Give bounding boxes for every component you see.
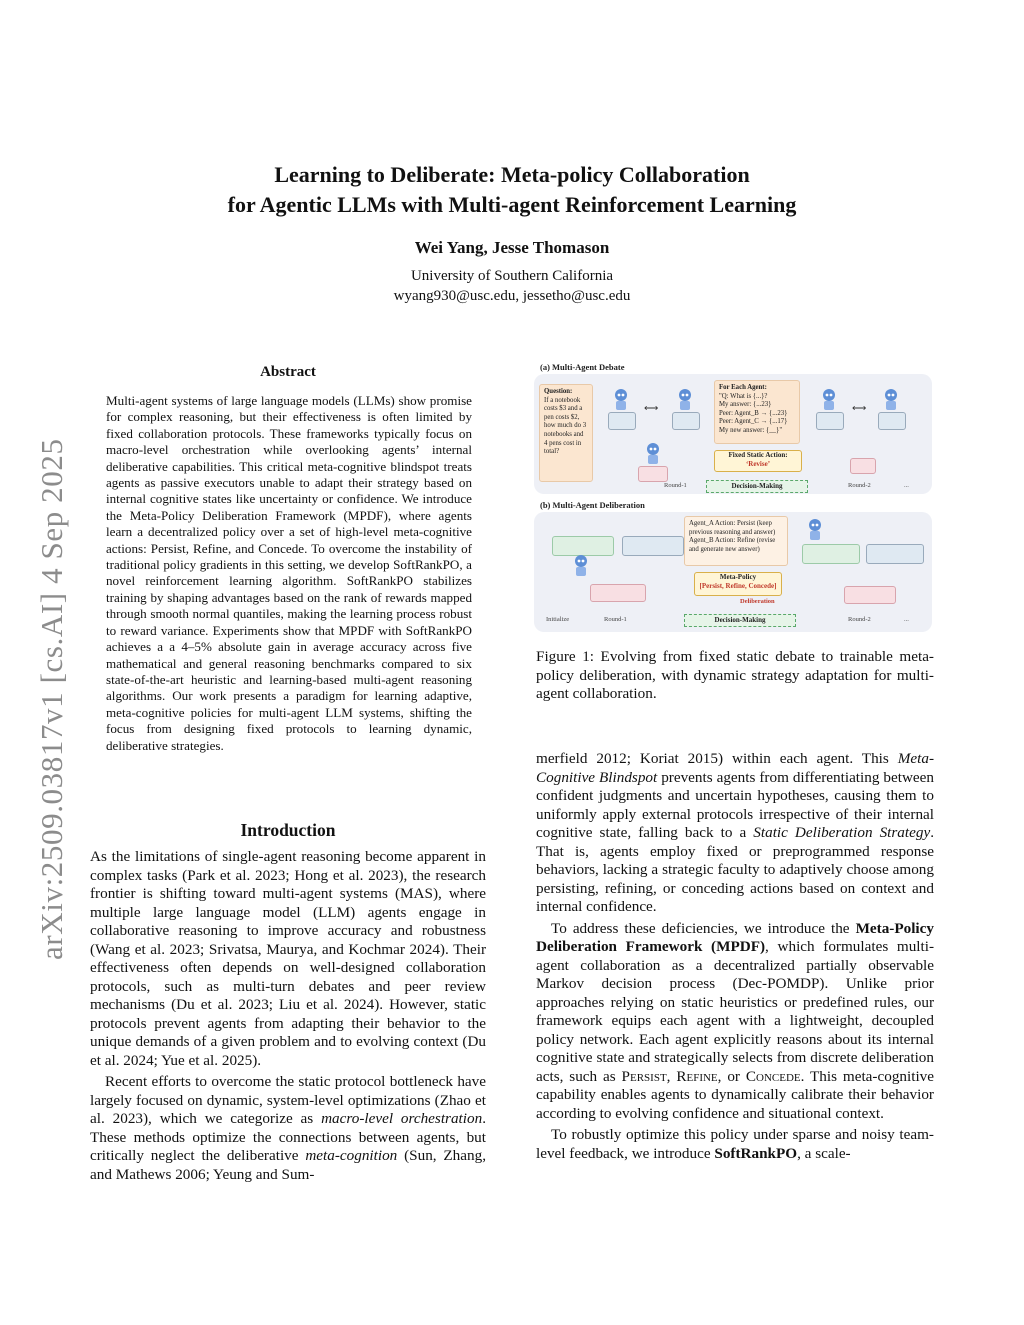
agent-card: [802, 544, 860, 564]
initialize-label: Initialize: [546, 616, 570, 623]
right-column-body: [536, 750, 934, 1163]
paper-title: [140, 160, 884, 220]
intro-paragraph-1: As the limitations of single-agent reasoning become apparent in complex tasks (Park et al. 2023; Hong et al. 2023), the research frontier is shifting toward multi-agent systems (MAS), where multiple large language model (LLM) agents engage in collaborative reasoning to improve accuracy and robustness (Wang et al. 2023; Srivatsa, Maurya, and Kochmar 2024). Their effectiveness often depends on well-designed collaboration protocols, such as multi-turn debates and peer review mechanisms (Du et al. 2023; Liu et al. 2024). However, static protocols prevent agents from adapting their behavior to the unique demands of a given problem and to evolving context (Du et al. 2024; Yue et al. 2025).: [90, 848, 486, 1069]
right-paragraph-2: To address these deficiencies, we introduce the Meta-Policy Deliberation Framework (MPDF), which formulates multi-agent collaboration as a decentralized partially observable Markov decision process (Dec-POMDP). Unlike prior approaches relying on static heuristics or predefined rules, our framework equips each agent with a lightweight, decoupled policy network. Each agent explicitly reasons about its internal cognitive state and strategically selects from discrete deliberation acts, such as Persist, Refine, or Concede. This meta-cognitive capability enables agents to dynamically calibrate their behavior according to evolving confidence and situational context.: [536, 919, 935, 1122]
agent-card: [672, 412, 700, 430]
introduction-heading: Introduction: [240, 820, 336, 840]
figure-panel-b-label: (b) Multi-Agent Deliberation: [540, 500, 645, 510]
decision-making-label: Decision-Making: [706, 480, 808, 493]
right-paragraph-3: To robustly optimize this policy under sparse and noisy team-level feedback, we introduce SoftRankPO, a scale-: [536, 1126, 934, 1162]
robot-agent-icon: [882, 388, 900, 412]
robot-agent-icon: [644, 442, 662, 466]
figure-1-caption: Figure 1: Evolving from fixed static debate to trainable meta-policy deliberation, with dynamic strategy adaptation for multi-agent collaboration.: [536, 648, 934, 702]
round-1-label: Round-1: [664, 482, 687, 489]
robot-agent-icon: [806, 518, 824, 542]
affiliation-block: [140, 266, 884, 306]
robot-agent-icon: [820, 388, 838, 412]
agent-card: [866, 544, 924, 564]
round-2-label-b: Round-2: [848, 616, 871, 623]
arxiv-identifier: arXiv:2509.03817v1 [cs.AI] 4 Sep 2025: [34, 438, 69, 960]
deliberation-label: Deliberation: [740, 598, 775, 605]
emails: wyang930@usc.edu, jessetho@usc.edu: [393, 288, 631, 304]
title-line-2: for Agentic LLMs with Multi-agent Reinforcement Learning: [227, 192, 797, 217]
authors: Wei Yang, Jesse Thomason: [414, 238, 610, 257]
introduction-body: [90, 848, 486, 1184]
agent-card: [638, 466, 668, 482]
agent-card: [622, 536, 684, 556]
meta-policy-box: Meta-Policy [Persist, Refine, Concede]: [694, 572, 782, 596]
bidirectional-arrow-icon: ⟷: [852, 403, 867, 414]
fixed-static-action-box: Fixed Static Action: ‘Revise’: [714, 450, 802, 472]
agent-card: [608, 412, 636, 430]
title-line-1: Learning to Deliberate: Meta-policy Collaboration: [274, 162, 750, 187]
round-2-label: Round-2: [848, 482, 871, 489]
agent-card: [844, 586, 896, 604]
robot-agent-icon: [572, 554, 590, 578]
figure-1: [534, 358, 934, 638]
agent-card: [850, 458, 876, 474]
agent-card: [590, 584, 646, 602]
robot-agent-icon: [612, 388, 630, 412]
agent-card: [878, 412, 906, 430]
ellipsis: ...: [904, 482, 909, 489]
round-1-label-b: Round-1: [604, 616, 627, 623]
abstract-heading: Abstract: [260, 364, 316, 380]
affiliation: University of Southern California: [410, 268, 614, 284]
ellipsis-b: ...: [904, 616, 909, 623]
robot-agent-icon: [676, 388, 694, 412]
abstract-body: Multi-agent systems of large language models (LLMs) show promise for complex reasoning, but their effectiveness is often limited by fixed collaboration protocols. These frameworks typically focus on macro-level orchestration while overlooking agents’ internal deliberative capabilities. This critical meta-cognitive blindspot treats agents as passive executors unable to adapt their strategy based on internal cognitive states like uncertainty or confidence. We introduce the Meta-Policy Deliberation Framework (MPDF), where agents learn a decentralized policy over a set of high-level meta-cognitive actions: Persist, Refine, and Concede. To overcome the instability of traditional policy gradients in this setting, we develop SoftRankPO, a novel reinforcement learning algorithm. SoftRankPO stabilizes training by shaping advantages based on the rank of rewards mapped through smooth normal quantiles, making the learning process robust to reward variance. Experiments show that MPDF with SoftRankPO achieves a a 4–5% absolute gain in average accuracy across five mathematical and general reasoning benchmarks compared to six state-of-the-art heuristic and learning-based multi-agent reasoning algorithms. Our work presents a paradigm for learning adaptive, meta-cognitive policies for multi-agent LLM systems, shifting the focus from designing fixed protocols to learning dynamic, deliberative strategies.: [106, 393, 472, 753]
right-paragraph-1: merfield 2012; Koriat 2015) within each agent. This Meta-Cognitive Blindspot prevents agents from differentiating between confident judgments and uncertain hypotheses, causing them to uniformly apply external protocols irrespective of their internal cognitive state, falling back to a Static Deliberation Strategy. That is, agents employ fixed or preprogrammed response behaviors, lacking a strategic faculty to adaptively choose among persisting, refining, or conceding actions based on context and internal confidence.: [536, 750, 934, 915]
figure-panel-a-label: (a) Multi-Agent Debate: [540, 362, 625, 372]
intro-paragraph-2: Recent efforts to overcome the static protocol bottleneck have largely focused on dynamic, system-level optimizations (Zhao et al. 2023), which we categorize as macro-level orchestration. These methods optimize the connections between agents, but critically neglect the deliberative meta-cognition (Sun, Zhang, and Mathews 2006; Yeung and Sum-: [90, 1073, 486, 1183]
question-box: Question: If a notebook costs $3 and a pen costs $2, how much do 3 notebooks and 4 pens cost in total?: [539, 384, 593, 482]
agent-card: [816, 412, 844, 430]
each-agent-box: For Each Agent: "Q: What is {...}? My answer: {...23} Peer: Agent_B → {...23} Peer: Agent_C → {...17} My new answer: {__}": [714, 380, 800, 444]
agent-card: [552, 536, 614, 556]
agent-actions-box: Agent_A Action: Persist (keep previous reasoning and answer) Agent_B Action: Refine (revise and generate new answer): [684, 516, 788, 566]
decision-making-label-b: Decision-Making: [684, 614, 796, 627]
bidirectional-arrow-icon: ⟷: [644, 403, 659, 414]
